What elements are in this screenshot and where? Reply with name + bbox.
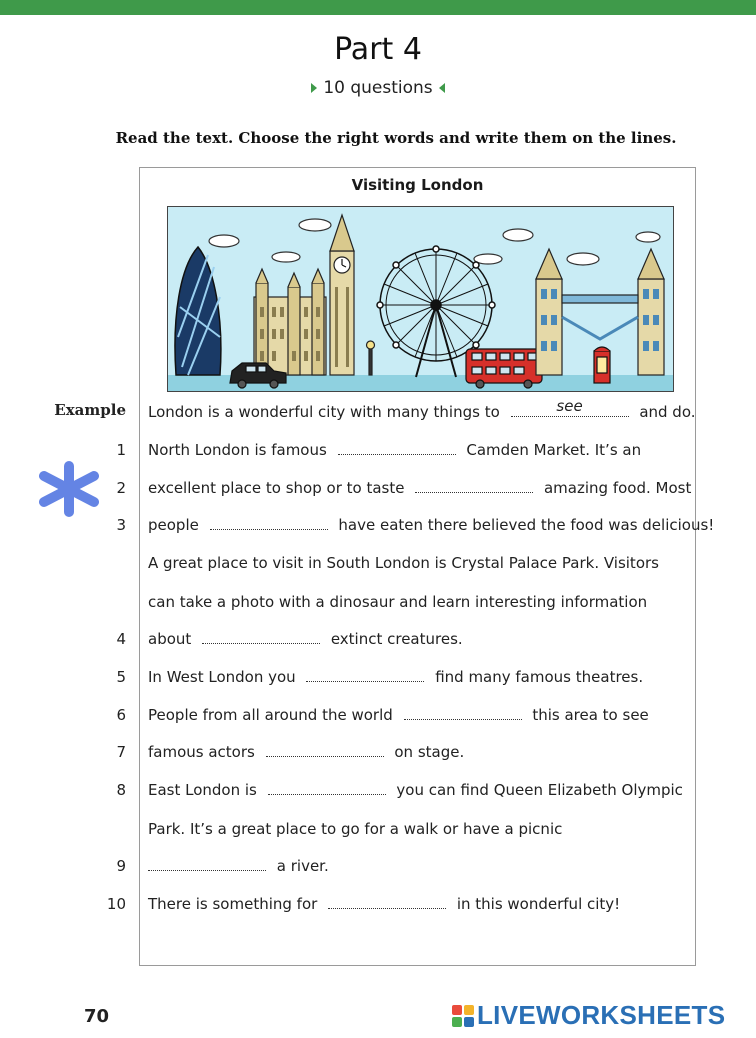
line-text-dinosaur: can take a photo with a dinosaur and learn interesting information — [148, 593, 648, 611]
line-4 — [148, 630, 694, 648]
asterisk-icon — [34, 460, 104, 518]
big-ben-tower — [330, 215, 354, 375]
answer-input-4[interactable] — [202, 627, 324, 647]
answer-input-3[interactable] — [210, 513, 332, 533]
line-7 — [148, 743, 694, 761]
page-number: 70 — [84, 1006, 110, 1027]
line-text-after: have eaten there believed the food was delicious! — [333, 516, 715, 534]
answer-blank-8[interactable] — [268, 781, 386, 795]
panel-title: Visiting London — [351, 176, 484, 194]
row-label-10: 10 — [106, 895, 126, 913]
parliament-building — [254, 269, 326, 375]
instruction: Read the text. Choose the right words and write them on the lines. — [115, 129, 677, 147]
triangle-right-icon — [311, 83, 317, 93]
row-label-5: 5 — [116, 668, 126, 686]
line-1 — [148, 441, 694, 459]
row-label-example: Example — [54, 401, 126, 419]
line-6 — [148, 706, 694, 724]
logo-text: LIVEWORKSHEETS — [477, 1000, 726, 1030]
line-8 — [148, 781, 694, 799]
row-label-9: 9 — [116, 857, 126, 875]
logo-grid-icon — [452, 1005, 474, 1027]
line-text-after: Camden Market. It’s an — [461, 441, 642, 459]
row-label-1: 1 — [116, 441, 126, 459]
row-label-4: 4 — [116, 630, 126, 648]
row-label-8: 8 — [116, 781, 126, 799]
answer-blank-1[interactable] — [338, 441, 456, 455]
line-example — [148, 397, 696, 421]
line-text-after: extinct creatures. — [326, 630, 463, 648]
answer-blank-10[interactable] — [328, 895, 446, 909]
page-title: Part 4 — [334, 32, 422, 67]
answer-blank-7[interactable] — [266, 743, 384, 757]
london-skyline-illustration — [167, 206, 674, 392]
line-text-after: this area to see — [527, 706, 649, 724]
line-text-crystal-palace: A great place to visit in South London is Crystal Palace Park. Visitors — [148, 554, 659, 572]
line-3 — [148, 516, 715, 534]
answer-input-7[interactable] — [266, 740, 388, 760]
line-text-before: people — [148, 516, 204, 534]
row-label-6: 6 — [116, 706, 126, 724]
answer-input-9[interactable] — [148, 854, 270, 874]
answer-blank-3[interactable] — [210, 516, 328, 530]
line-text-after: a river. — [272, 857, 329, 875]
row-label-7: 7 — [116, 743, 126, 761]
subtitle — [0, 78, 756, 98]
example-answer-blank — [511, 397, 629, 417]
row-label-3: 3 — [116, 516, 126, 534]
answer-blank-6[interactable] — [404, 706, 522, 720]
line-text-after: you can find Queen Elizabeth Olympic — [391, 781, 683, 799]
line-text-before: excellent place to shop or to taste — [148, 479, 410, 497]
triangle-left-icon — [439, 83, 445, 93]
line-text-after: in this wonderful city! — [452, 895, 621, 913]
answer-blank-9[interactable] — [148, 857, 266, 871]
line-text-after: on stage. — [389, 743, 465, 761]
line-text-before: London is a wonderful city with many things to — [148, 403, 505, 421]
example-answer: see — [556, 397, 583, 415]
answer-blank-4[interactable] — [202, 630, 320, 644]
line-text-olympic-park: Park. It’s a great place to go for a walk or have a picnic — [148, 820, 563, 838]
line-text-before: about — [148, 630, 197, 648]
line-5 — [148, 668, 694, 686]
answer-input-10[interactable] — [328, 892, 450, 912]
row-label-2: 2 — [116, 479, 126, 497]
line-text-before: People from all around the world — [148, 706, 398, 724]
red-bus — [466, 349, 542, 388]
line-text-before: North London is famous — [148, 441, 332, 459]
answer-input-1[interactable] — [338, 438, 460, 458]
liveworksheets-logo[interactable] — [452, 1000, 725, 1031]
line-10 — [148, 895, 694, 913]
answer-input-8[interactable] — [268, 778, 390, 798]
phone-box — [594, 347, 610, 383]
answer-input-2[interactable] — [415, 476, 537, 496]
line-text-before: East London is — [148, 781, 262, 799]
line-text-before: famous actors — [148, 743, 260, 761]
line-9 — [148, 857, 694, 875]
question-count: 10 questions — [323, 78, 433, 98]
line-2 — [148, 479, 694, 497]
top-green-bar — [0, 0, 756, 15]
line-text-after: and do. — [634, 403, 696, 421]
answer-blank-5[interactable] — [306, 668, 424, 682]
line-text-after: find many famous theatres. — [430, 668, 644, 686]
line-text-before: In West London you — [148, 668, 301, 686]
answer-input-6[interactable] — [404, 703, 526, 723]
answer-input-5[interactable] — [306, 665, 428, 685]
answer-blank-2[interactable] — [415, 479, 533, 493]
line-text-before: There is something for — [148, 895, 323, 913]
line-text-after: amazing food. Most — [539, 479, 692, 497]
